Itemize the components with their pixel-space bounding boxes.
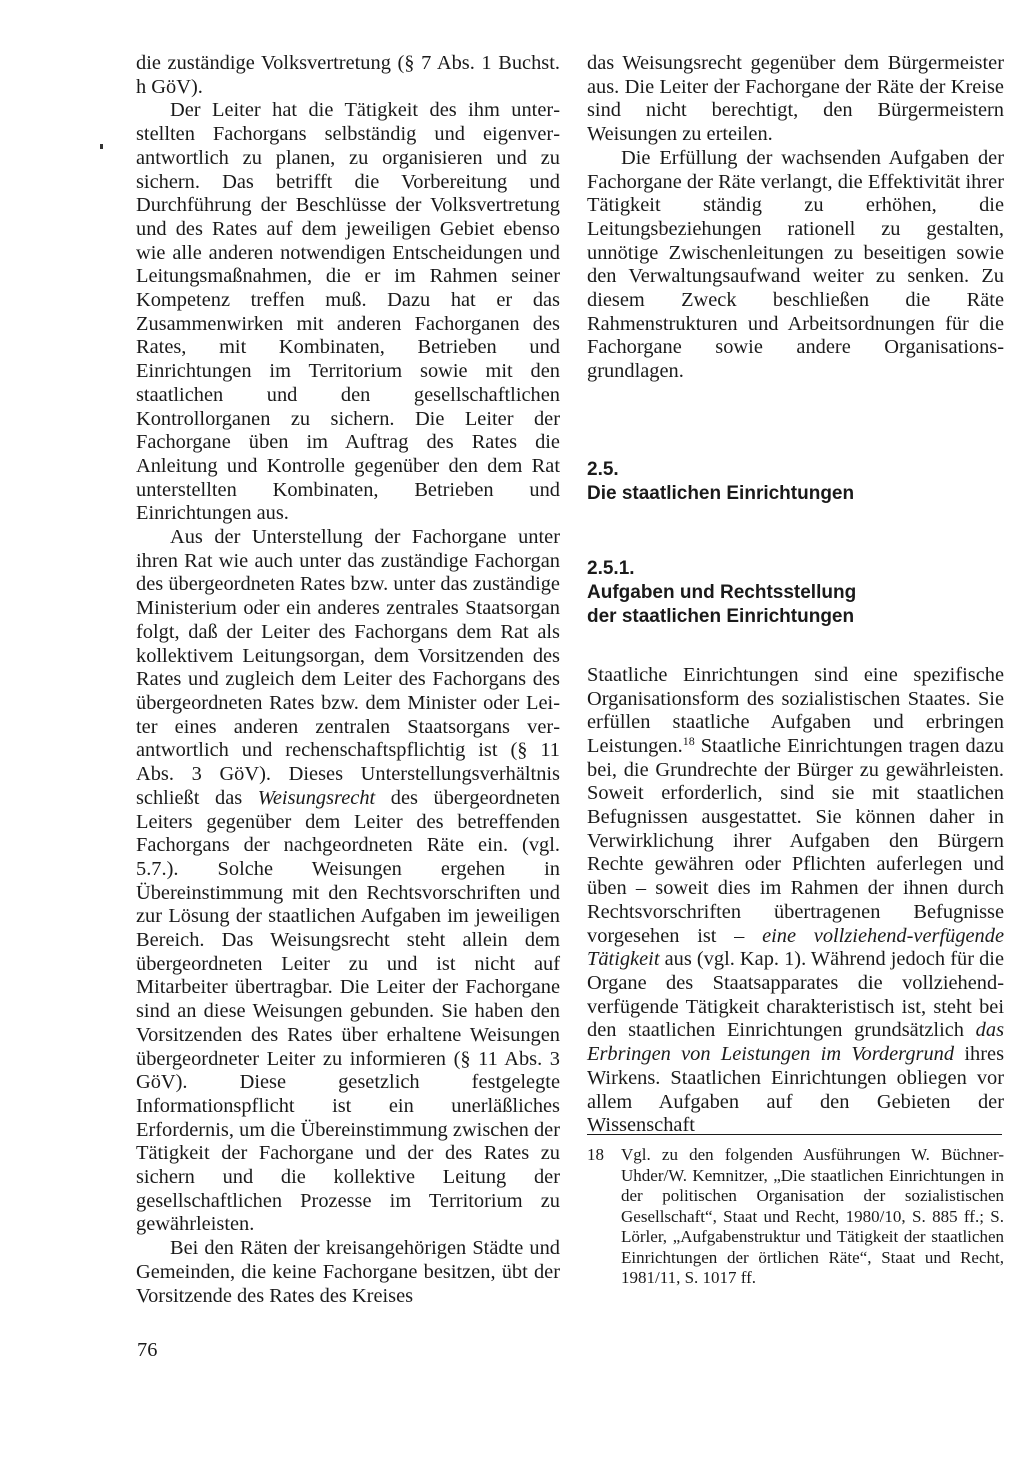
footnote-number: 18 [587, 1145, 604, 1164]
section-number: 2.5. [587, 458, 619, 480]
text-run: Aus der Unterstellung der Fachorgane unter ihren Rat wie auch unter das zuständige Fachorgan des übergeordneten Rates bzw. unter das zuständige Ministerium oder ein anderes zentrales Staatsorgan folgt, daß der Leiter des Fachorgans dem Rat als kollektivem Leitungsorgan, dem Vorsitzenden des Rates und zugleich dem Leiter des Fachorgans des übergeordneten Rates bzw. dem Minister oder Leiter eines anderen zentralen Staatsorgans verantwortlich und rechenschaftspflichtig ist (§ 11 Abs. 3 GöV). Dieses Unterstellungsverhältnis schließt das [136, 526, 560, 809]
text-run: des übergeordneten Leiters gegenüber dem Leiter des betreffenden Fachorgans der nachgeordneten Räte ein. (vgl. 5.7.). Solche Weisungen ergehen in Übereinstimmung mit den Rechtsvorschriften und zur Lösung der staatlichen Aufgaben im jeweiligen Bereich. Das Weisungsrecht steht allein dem übergeordneten Leiter zu und ist nicht auf Mitarbeiter übertragbar. Die Leiter der Fachorgane sind an diese Weisungen gebunden. Sie haben den Vorsitzenden des Rates über erhaltene Weisungen übergeordneter Leiter zu informieren (§ 11 Abs. 3 GöV). Diese gesetzlich festgelegte Informationspflicht ist ein unerläßliches Erfordernis, um die Übereinstimmung zwischen der Tätigkeit der Fachorgane und der des Rates zu sichern und die kollektive Leitung der gesellschaftlichen Prozesse im Territorium zu gewährleisten. [136, 786, 560, 1236]
subsection-title-line-2: der staatlichen Einrichtungen [587, 605, 855, 627]
footnote-divider [587, 1134, 1002, 1135]
italic-term: das Erbringen von Leistungen im Vordergrund [587, 1019, 1004, 1066]
paragraph: Bei den Räten der kreisangehörigen Städte und Gemeinden, die keine Fachorgane besitzen, übt der Vorsitzende des Rates des Kreises [136, 1237, 560, 1307]
subsection-title-line-1: Aufgaben und Rechtsstellung [587, 581, 857, 603]
italic-term: Weisungsrecht [257, 786, 376, 809]
paragraph: Der Leiter hat die Tätigkeit des ihm unterstellten Fachorgans selbständig und eigenverantwortlich zu planen, zu organisieren und zu sichern. Das betrifft die Vorbereitung und Durchführung der Beschlüsse der Volksvertretung und des Rates auf dem jeweiligen Gebiet ebenso wie alle anderen notwendigen Entscheidungen und Leitungsmaßnahmen, die er im Rahmen seiner Kompetenz treffen muß. Dazu hat er das Zusammenwirken mit anderen Fachorganen des Rates, mit Kombinaten, Betrieben und Einrichtungen im Territorium sowie mit den staatlichen und den gesellschaftlichen Kontrollorganen zu sichern. Die Leiter der Fachorgane üben im Auftrag des Rates die Anleitung und Kontrolle gegenüber den dem Rat unterstellten Kombinaten, Betrieben und Einrichtungen aus. [136, 99, 560, 525]
paragraph [136, 526, 560, 1237]
paragraph [587, 664, 1004, 1138]
italic-term: eine vollziehend-verfügende Tätigkeit [587, 924, 1005, 971]
subsection-heading [587, 557, 1004, 629]
footnote [587, 1145, 1004, 1289]
paragraph: das Weisungsrecht gegenüber dem Bürgermeister aus. Die Leiter der Fachorgane der Räte der Kreise sind nicht berechtigt, den Bürgermeistern Weisungen zu erteilen. [587, 52, 1004, 146]
text-run: Staatliche Einrichtungen sind eine spezifische Organisationsform des sozialistischen Staates. Sie erfüllen staatliche Aufgaben und erbringen Leistungen. [587, 663, 1004, 757]
subsection-number: 2.5.1. [587, 557, 635, 579]
section-title: Die staatlichen Einrichtungen [587, 482, 855, 504]
text-run: ihres Wirkens. Staatlichen Einrichtungen obliegen vor allem Aufgaben auf den Gebieten der Wissenschaft [587, 1043, 1004, 1137]
right-column [587, 52, 1004, 1138]
paragraph: die zuständige Volksvertretung (§ 7 Abs. 1 Buchst. h GöV). [136, 52, 560, 98]
left-column [136, 52, 560, 1308]
margin-mark [100, 144, 103, 149]
text-run: Staatliche Einrichtungen tragen dazu bei, die Grundrechte der Bürger zu gewährleisten. Soweit erforderlich, sind sie mit staatlichen Befugnissen ausgestattet. Sie können daher in Verwirklichung ihrer Aufgaben den Bürgern Rechte gewähren oder Pflichten auferlegen und üben – soweit dies im Rahmen der ihnen durch Rechtsvorschriften übertragenen Befugnisse vorgesehen ist – [587, 734, 1004, 947]
paragraph: Die Erfüllung der wachsenden Aufgaben der Fachorgane der Räte verlangt, die Effektivität ihrer Tätigkeit ständig zu erhöhen, die Leitungsbeziehungen rationell zu gestalten, unnötige Zwischenleitungen zu beseitigen sowie den Verwaltungsaufwand weiter zu senken. Zu diesem Zweck beschließen die Räte Rahmenstrukturen und Arbeitsordnungen für die Fachorgane sowie andere Organisationsgrundlagen. [587, 146, 1004, 383]
footnote-text: Vgl. zu den folgenden Ausführungen W. Büchner-Uhder/W. Kemnitzer, „Die staatlichen Einrichtungen in der politischen Organisation der sozialistischen Gesellschaft“, Staat und Recht, 1980/10, S. 885 ff.; S. Lörler, „Aufgabenstruktur und Tätigkeit der staatlichen Einrichtungen der örtlichen Räte“, Staat und Recht, 1981/11, S. 1017 ff. [621, 1145, 1004, 1287]
footnote-reference: 18 [682, 733, 695, 748]
text-run: aus (vgl. Kap. 1). Während jedoch für die Organe des Staatsapparates die vollziehend-verfügende Tätigkeit charakteristisch ist, steht bei den staatlichen Einrichtungen grundsätzlich [587, 948, 1004, 1042]
section-heading [587, 458, 1004, 506]
page-number: 76 [137, 1339, 158, 1361]
